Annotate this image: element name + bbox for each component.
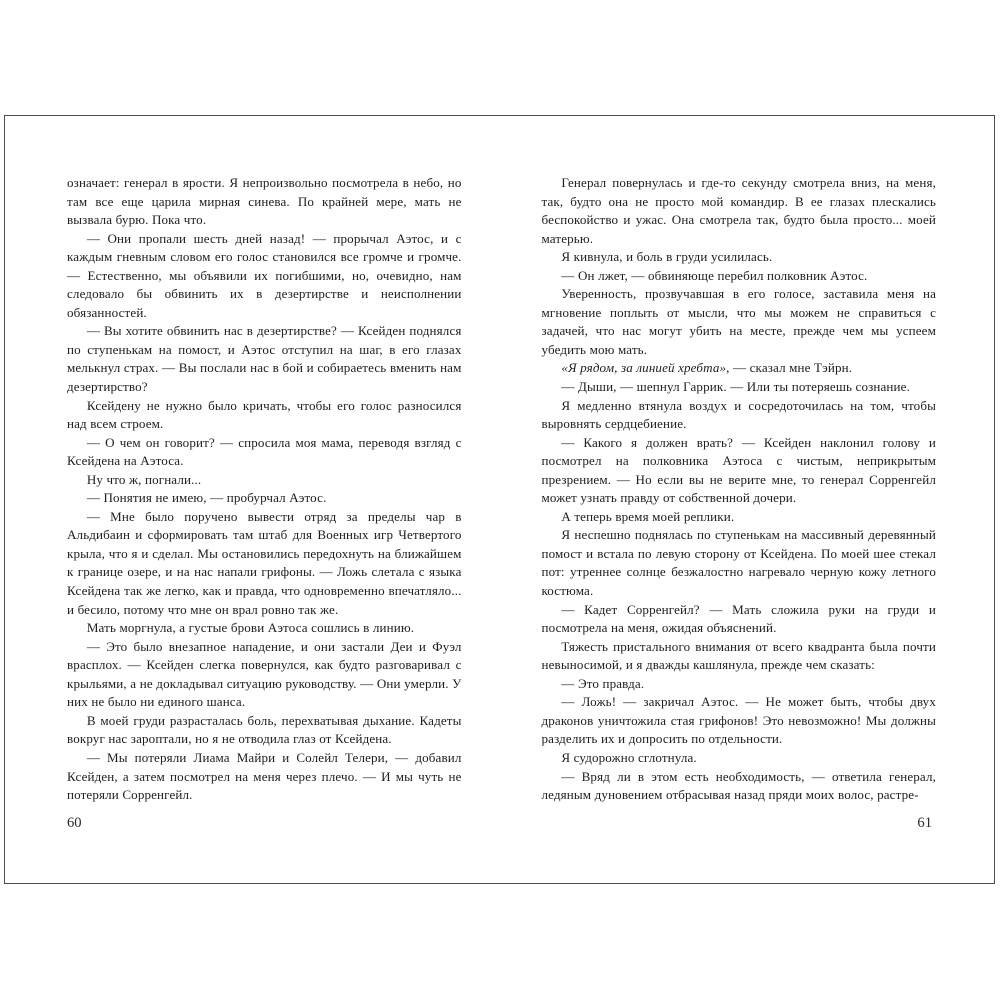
- right-page-paragraph: Уверенность, прозвучавшая в его голосе, заставила меня на мгновение поплыть от мысли, что мы можем не справиться с задачей, что нас могут убить на месте, прежде чем мы успеем убедить мою мать.: [541, 286, 936, 357]
- left-page-paragraph: Мать моргнула, а густые брови Аэтоса сошлись в линию.: [86, 620, 415, 636]
- book-spread: [4, 115, 995, 884]
- right-page-paragraph: «Я рядом, за линией хребта», — сказал мне Тэйрн.: [561, 360, 853, 376]
- page-number-right: 61: [917, 815, 932, 832]
- left-page-body-text: [67, 174, 462, 805]
- page-number-left: 60: [67, 815, 82, 832]
- right-page-paragraph: — Ложь! — закричал Аэтос. — Не может быть, чтобы двух драконов уничтожила стая грифонов! Это невозможно! Мы должны разделить их и допросить по отдельности.: [541, 694, 936, 747]
- right-page-paragraph: — Он лжет, — обвиняюще перебил полковник Аэтос.: [561, 267, 868, 283]
- italic-quote: «Я рядом, за линией хребта»: [561, 360, 727, 376]
- left-page-paragraph: — Понятия не имею, — пробурчал Аэтос.: [86, 490, 327, 506]
- right-page-paragraph: — Какого я должен врать? — Ксейден наклонил голову и посмотрел на полковника Аэтоса с чистым, неприкрытым презрением. — Но если вы не верите мне, то генерал Сорренгейл может узнать правду от собственной дочери.: [541, 434, 936, 506]
- right-page-paragraph: — Дыши, — шепнул Гаррик. — Или ты потеряешь сознание.: [561, 379, 910, 395]
- left-page-paragraph: В моей груди разрасталась боль, перехватывая дыхание. Кадеты вокруг нас зароптали, но я не отводила глаз от Ксейдена.: [67, 712, 462, 747]
- right-page-paragraph: Я кивнула, и боль в груди усилилась.: [561, 249, 773, 265]
- left-page-paragraph: — Это было внезапное нападение, и они застали Деи и Фуэл врасплох. — Ксейден слегка повернулся, как будто разговаривал с крыльями, а не докладывал ситуацию руководству. — Они умерли. У них не было ни единого шанса.: [67, 638, 462, 710]
- right-page-paragraph: — Вряд ли в этом есть необходимость, — ответила генерал, ледяным дуновением отбрасывая назад пряди моих волос, растре-: [541, 768, 936, 803]
- left-page: [5, 116, 500, 883]
- left-page-paragraph: — Мы потеряли Лиама Майри и Солейл Телери, — добавил Ксейден, а затем посмотрел на меня через плечо. — И мы чуть не потеряли Сорренгейл.: [67, 749, 462, 803]
- right-page-paragraph: А теперь время моей реплики.: [561, 508, 735, 524]
- right-page-paragraph: Я судорожно сглотнула.: [561, 749, 697, 765]
- left-page-paragraph: — Они пропали шесть дней назад! — прорычал Аэтос, и с каждым гневным словом его голос становился все громче и громче. — Естественно, мы объявили их погибшими, но, очевидно, нам следовало бы обвинить их в дезертирстве и неисполнении обязанностей.: [67, 230, 462, 320]
- left-page-paragraph: — Вы хотите обвинить нас в дезертирстве? — Ксейден поднялся по ступенькам на помост, и Аэтос отступил на шаг, в его глазах мелькнул страх. — Вы послали нас в бой и собираетесь вменить нам дезертирство?: [67, 323, 462, 395]
- left-page-paragraph: означает: генерал в ярости. Я непроизвольно посмотрела в небо, но там все еще царила мирная синева. По крайней мере, мать не вызвала бурю. Пока что.: [67, 175, 462, 228]
- left-page-paragraph: — Мне было поручено вывести отряд за пределы чар в Альдибаин и сформировать там штаб для Военных игр Четвертого крыла, что я и сделал. Мы остановились передохнуть на ближайшем к границе озере, и на нас напали грифоны. — Ложь слетала с языка Ксейдена так же легко, как и правда, что одновременно впечатляло... и бесило, потому что мне он врал ровно так же.: [67, 508, 462, 617]
- page-spread: [5, 116, 994, 883]
- right-page-paragraph: Генерал повернулась и где-то секунду смотрела вниз, на меня, так, будто она не просто мой командир. В ее глазах плескались беспокойство и ужас. Она смотрела так, будто была просто... моей матерью.: [541, 175, 936, 246]
- left-page-paragraph: — О чем он говорит? — спросила моя мама, переводя взгляд с Ксейдена на Аэтоса.: [67, 434, 462, 469]
- right-page-paragraph: Я медленно втянула воздух и сосредоточилась на том, чтобы выровнять сердцебиение.: [541, 397, 936, 432]
- right-page-paragraph: — Это правда.: [561, 675, 645, 691]
- right-page-body-text: [542, 174, 937, 805]
- right-page-paragraph: — Кадет Сорренгейл? — Мать сложила руки на груди и посмотрела на меня, ожидая объяснений.: [541, 601, 936, 636]
- left-page-paragraph: Ну что ж, погнали...: [86, 471, 202, 487]
- left-page-paragraph: Ксейдену не нужно было кричать, чтобы его голос разносился над всем строем.: [67, 397, 462, 432]
- right-page: [500, 116, 995, 883]
- right-page-paragraph: Я неспешно поднялась по ступенькам на массивный деревянный помост и встала по левую сторону от Ксейдена. По моей шее стекал пот: утреннее солнце безжалостно нагревало черную кожу летного костюма.: [541, 527, 936, 599]
- right-page-paragraph: Тяжесть пристального внимания от всего квадранта была почти невыносимой, и я дважды кашлянула, прежде чем сказать:: [541, 638, 936, 673]
